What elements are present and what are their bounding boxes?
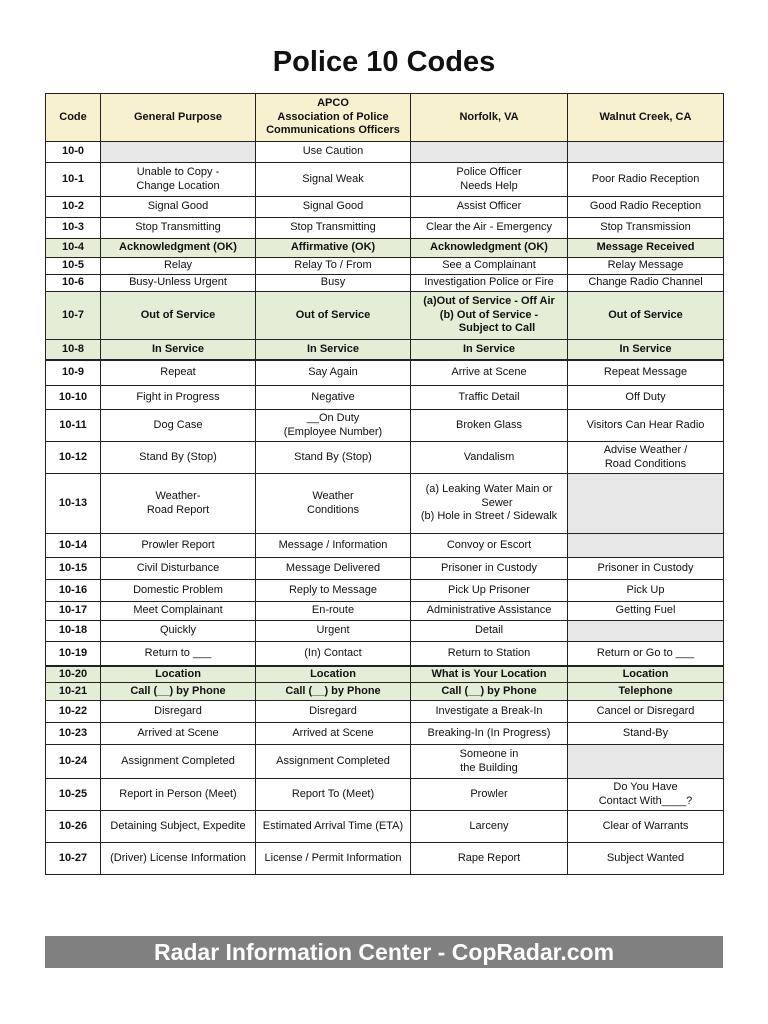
code-cell: 10-0 (46, 142, 101, 163)
cell-line: Administrative Assistance (426, 604, 552, 617)
apco-cell (256, 239, 411, 258)
code-cell: 10-27 (46, 843, 101, 875)
code-cell: 10-14 (46, 534, 101, 558)
code-cell: 10-21 (46, 683, 101, 701)
cell-line: Arrive at Scene (451, 366, 527, 378)
cell-line: License / Permit Information (264, 851, 402, 864)
code-cell: 10-1 (46, 163, 101, 197)
page-title: Police 10 Codes (272, 46, 496, 78)
cell-line: Arrived at Scene (292, 726, 374, 739)
apco-cell (256, 258, 411, 275)
cell-line: Detail (474, 624, 504, 637)
cell-line: Urgent (316, 624, 350, 637)
general-purpose-cell (101, 442, 256, 474)
cell-line: Weather- (155, 490, 201, 502)
cell-line: Prowler (470, 787, 508, 800)
cell-line: Fight in Progress (136, 390, 220, 403)
table-row (46, 142, 724, 163)
code-cell: 10-12 (46, 442, 101, 474)
apco-cell (256, 621, 411, 642)
table-row (46, 723, 724, 745)
cell-line: Stand By (Stop) (294, 450, 372, 463)
walnut-creek-cell (568, 275, 724, 292)
table-row (46, 239, 724, 258)
code-cell: 10-17 (46, 602, 101, 621)
cell-line: Reply to Message (288, 583, 378, 596)
cell-line: the Building (460, 761, 518, 774)
header-code: Code (46, 94, 101, 142)
norfolk-cell (411, 723, 568, 745)
walnut-creek-cell (568, 386, 724, 410)
general-purpose-cell (101, 602, 256, 621)
cell-line: Say Again (308, 366, 358, 378)
code-cell: 10-18 (46, 621, 101, 642)
general-purpose-cell (101, 292, 256, 340)
walnut-creek-cell (568, 779, 724, 811)
cell-line: Domestic Problem (133, 583, 223, 596)
code-cell: 10-7 (46, 292, 101, 340)
cell-line: Message Received (596, 241, 695, 254)
cell-line: Cancel or Disregard (596, 704, 695, 717)
general-purpose-cell (101, 197, 256, 218)
cell-line: Prisoner in Custody (597, 561, 694, 574)
norfolk-cell (411, 745, 568, 779)
norfolk-cell (411, 239, 568, 258)
norfolk-cell (411, 558, 568, 580)
walnut-creek-cell (568, 292, 724, 340)
cell-line: Investigate a Break-In (435, 704, 543, 717)
apco-cell (256, 602, 411, 621)
apco-cell (256, 442, 411, 474)
cell-line: Out of Service (608, 308, 683, 321)
cell-line: Meet Complainant (133, 604, 223, 617)
walnut-creek-cell (568, 340, 724, 360)
cell-line: Location (310, 667, 356, 680)
apco-cell (256, 163, 411, 197)
code-cell: 10-4 (46, 239, 101, 258)
cell-line: Breaking-In (In Progress) (427, 726, 551, 739)
cell-line: Return to Station (447, 646, 531, 659)
cell-line: Busy (320, 276, 346, 289)
walnut-creek-cell (568, 197, 724, 218)
walnut-creek-cell (568, 642, 724, 666)
general-purpose-cell (101, 843, 256, 875)
cell-line: Stop Transmitting (135, 221, 221, 234)
header-walnut-creek: Walnut Creek, CA (568, 94, 724, 142)
cell-line: Investigation Police or Fire (424, 276, 554, 289)
apco-cell (256, 666, 411, 683)
walnut-creek-cell (568, 621, 724, 642)
table-row (46, 442, 724, 474)
table-row (46, 621, 724, 642)
cell-line: Use Caution (302, 145, 364, 158)
table-row (46, 275, 724, 292)
cell-line: Relay To / From (294, 259, 372, 272)
norfolk-cell (411, 258, 568, 275)
cell-line: En-route (311, 604, 355, 617)
table-row (46, 558, 724, 580)
cell-line: (In) Contact (304, 646, 362, 659)
norfolk-cell (411, 602, 568, 621)
cell-line: Dog Case (153, 418, 203, 431)
cell-line: In Service (619, 342, 672, 355)
code-cell: 10-13 (46, 474, 101, 534)
cell-line: Acknowledgment (OK) (119, 241, 237, 254)
cell-line: Repeat Message (603, 366, 688, 378)
cell-line: Call (__) by Phone (441, 684, 537, 697)
cell-line: Off Duty (625, 390, 666, 403)
general-purpose-cell (101, 580, 256, 602)
walnut-creek-cell (568, 258, 724, 275)
cell-line: Message Delivered (285, 561, 381, 574)
cell-line: Clear of Warrants (602, 819, 689, 832)
cell-line: Arrived at Scene (137, 726, 219, 739)
cell-line: Someone in (459, 748, 519, 760)
norfolk-cell (411, 683, 568, 701)
table-row (46, 474, 724, 534)
apco-cell (256, 534, 411, 558)
cell-line: (Employee Number) (283, 425, 383, 438)
cell-line: Signal Weak (302, 172, 364, 185)
cell-line: See a Complainant (442, 259, 536, 272)
code-cell: 10-10 (46, 386, 101, 410)
table-row (46, 360, 724, 386)
codes-table-body (46, 142, 724, 875)
apco-cell (256, 275, 411, 292)
cell-line: Pick Up (626, 583, 665, 596)
general-purpose-cell (101, 410, 256, 442)
general-purpose-cell (101, 142, 256, 163)
norfolk-cell (411, 142, 568, 163)
header-apco-line: Communications Officers (266, 124, 400, 137)
cell-line: Prisoner in Custody (441, 561, 537, 574)
cell-line: Return to ___ (144, 646, 212, 659)
apco-cell (256, 843, 411, 875)
cell-line: (a)Out of Service - Off Air (423, 295, 555, 308)
cell-line: Prowler Report (141, 538, 215, 551)
walnut-creek-cell (568, 534, 724, 558)
cell-line: Relay Message (607, 259, 684, 272)
cell-line: Affirmative (OK) (290, 241, 376, 254)
codes-table (45, 93, 724, 875)
cell-line: Assignment Completed (276, 754, 390, 767)
table-row (46, 218, 724, 239)
cell-line: Acknowledgment (OK) (430, 241, 548, 254)
table-row (46, 642, 724, 666)
code-cell: 10-24 (46, 745, 101, 779)
cell-line: Signal Good (302, 200, 364, 213)
cell-line: __On Duty (306, 412, 360, 424)
cell-line: Call (__) by Phone (285, 684, 381, 697)
apco-cell (256, 218, 411, 239)
cell-line: Sewer (481, 496, 513, 509)
cell-line: Conditions (307, 503, 359, 516)
general-purpose-cell (101, 163, 256, 197)
table-row (46, 292, 724, 340)
walnut-creek-cell (568, 442, 724, 474)
cell-line: Subject to Call (458, 322, 536, 335)
code-cell: 10-23 (46, 723, 101, 745)
norfolk-cell (411, 701, 568, 723)
cell-line: Report To (Meet) (291, 787, 375, 800)
walnut-creek-cell (568, 843, 724, 875)
code-cell: 10-22 (46, 701, 101, 723)
walnut-creek-cell (568, 745, 724, 779)
cell-line: Location (622, 667, 669, 680)
cell-line: Disregard (154, 704, 202, 717)
norfolk-cell (411, 292, 568, 340)
table-row (46, 340, 724, 360)
cell-line: Assignment Completed (121, 754, 235, 767)
cell-line: Clear the Air - Emergency (426, 221, 552, 234)
general-purpose-cell (101, 360, 256, 386)
walnut-creek-cell (568, 580, 724, 602)
cell-line: Police Officer (456, 166, 522, 178)
cell-line: Advise Weather / (603, 444, 688, 456)
walnut-creek-cell (568, 239, 724, 258)
general-purpose-cell (101, 474, 256, 534)
cell-line: Stand-By (622, 726, 669, 739)
walnut-creek-cell (568, 666, 724, 683)
cell-line: Pick Up Prisoner (448, 583, 530, 596)
table-row (46, 258, 724, 275)
cell-line: Good Radio Reception (589, 200, 702, 213)
general-purpose-cell (101, 340, 256, 360)
cell-line: Road Conditions (604, 457, 687, 470)
cell-line: Subject Wanted (606, 851, 685, 864)
general-purpose-cell (101, 621, 256, 642)
code-cell: 10-3 (46, 218, 101, 239)
cell-line: Assist Officer (456, 200, 522, 213)
table-row (46, 811, 724, 843)
cell-line: Visitors Can Hear Radio (586, 418, 705, 431)
table-row (46, 410, 724, 442)
table-row (46, 683, 724, 701)
table-row (46, 701, 724, 723)
code-cell: 10-2 (46, 197, 101, 218)
walnut-creek-cell (568, 360, 724, 386)
header-norfolk: Norfolk, VA (411, 94, 568, 142)
cell-line: Stop Transmission (600, 221, 691, 234)
norfolk-cell (411, 275, 568, 292)
table-row (46, 197, 724, 218)
general-purpose-cell (101, 386, 256, 410)
table-row (46, 779, 724, 811)
norfolk-cell (411, 410, 568, 442)
cell-line: Unable to Copy - (136, 166, 220, 178)
general-purpose-cell (101, 534, 256, 558)
general-purpose-cell (101, 723, 256, 745)
norfolk-cell (411, 340, 568, 360)
cell-line: Traffic Detail (458, 390, 520, 403)
cell-line: Signal Good (147, 200, 209, 213)
table-row (46, 534, 724, 558)
norfolk-cell (411, 580, 568, 602)
general-purpose-cell (101, 745, 256, 779)
cell-line: Road Report (146, 503, 210, 516)
code-cell: 10-16 (46, 580, 101, 602)
cell-line: Change Location (136, 179, 220, 192)
code-cell: 10-5 (46, 258, 101, 275)
code-cell: 10-25 (46, 779, 101, 811)
cell-line: Larceny (469, 819, 509, 832)
norfolk-cell (411, 621, 568, 642)
cell-line: Busy-Unless Urgent (129, 276, 227, 289)
table-row (46, 745, 724, 779)
general-purpose-cell (101, 701, 256, 723)
norfolk-cell (411, 360, 568, 386)
cell-line: In Service (152, 342, 204, 355)
cell-line: Getting Fuel (615, 604, 676, 617)
apco-cell (256, 386, 411, 410)
norfolk-cell (411, 163, 568, 197)
general-purpose-cell (101, 666, 256, 683)
header-row (46, 94, 724, 142)
cell-line: Location (155, 667, 201, 680)
cell-line: Relay (163, 259, 193, 272)
norfolk-cell (411, 534, 568, 558)
apco-cell (256, 723, 411, 745)
cell-line: Do You Have (613, 781, 678, 793)
code-cell: 10-11 (46, 410, 101, 442)
apco-cell (256, 292, 411, 340)
header-general-purpose: General Purpose (101, 94, 256, 142)
apco-cell (256, 410, 411, 442)
code-cell: 10-19 (46, 642, 101, 666)
apco-cell (256, 642, 411, 666)
cell-line: Repeat (160, 366, 196, 378)
code-cell: 10-26 (46, 811, 101, 843)
cell-line: In Service (307, 342, 359, 355)
code-cell: 10-6 (46, 275, 101, 292)
cell-line: Call (__) by Phone (130, 684, 226, 697)
cell-line: Telephone (618, 684, 673, 697)
general-purpose-cell (101, 642, 256, 666)
walnut-creek-cell (568, 723, 724, 745)
cell-line: Out of Service (140, 308, 216, 321)
norfolk-cell (411, 474, 568, 534)
walnut-creek-cell (568, 163, 724, 197)
general-purpose-cell (101, 258, 256, 275)
apco-cell (256, 360, 411, 386)
norfolk-cell (411, 779, 568, 811)
general-purpose-cell (101, 275, 256, 292)
cell-line: (b) Hole in Street / Sidewalk (420, 510, 558, 523)
walnut-creek-cell (568, 474, 724, 534)
cell-line: Contact With____? (598, 794, 693, 807)
walnut-creek-cell (568, 811, 724, 843)
cell-line: (b) Out of Service - (439, 308, 539, 321)
code-cell: 10-15 (46, 558, 101, 580)
cell-line: (a) Leaking Water Main or (425, 483, 553, 496)
cell-line: Stand By (Stop) (139, 450, 217, 463)
cell-line: Stop Transmitting (290, 221, 376, 234)
apco-cell (256, 811, 411, 843)
table-row (46, 580, 724, 602)
code-cell: 10-8 (46, 340, 101, 360)
apco-cell (256, 701, 411, 723)
cell-line: Poor Radio Reception (591, 172, 700, 185)
table-row (46, 163, 724, 197)
cell-line: Vandalism (463, 450, 515, 463)
general-purpose-cell (101, 218, 256, 239)
apco-cell (256, 142, 411, 163)
walnut-creek-cell (568, 683, 724, 701)
header-apco-line: APCO (317, 97, 349, 110)
norfolk-cell (411, 218, 568, 239)
cell-line: Weather (312, 490, 354, 502)
walnut-creek-cell (568, 410, 724, 442)
cell-line: Return or Go to ___ (596, 646, 695, 659)
cell-line: Out of Service (295, 308, 371, 321)
walnut-creek-cell (568, 558, 724, 580)
apco-cell (256, 197, 411, 218)
apco-cell (256, 745, 411, 779)
cell-line: Estimated Arrival Time (ETA) (262, 819, 404, 832)
apco-cell (256, 340, 411, 360)
general-purpose-cell (101, 683, 256, 701)
norfolk-cell (411, 386, 568, 410)
norfolk-cell (411, 843, 568, 875)
cell-line: Rape Report (457, 851, 521, 864)
general-purpose-cell (101, 779, 256, 811)
walnut-creek-cell (568, 701, 724, 723)
code-cell: 10-9 (46, 360, 101, 386)
table-row (46, 666, 724, 683)
code-cell: 10-20 (46, 666, 101, 683)
general-purpose-cell (101, 558, 256, 580)
table-row (46, 386, 724, 410)
cell-line: Convoy or Escort (446, 538, 532, 551)
cell-line: Quickly (159, 624, 197, 637)
norfolk-cell (411, 442, 568, 474)
cell-line: In Service (463, 342, 515, 355)
general-purpose-cell (101, 239, 256, 258)
footer-banner: Radar Information Center - CopRadar.com (45, 936, 723, 968)
norfolk-cell (411, 811, 568, 843)
walnut-creek-cell (568, 602, 724, 621)
cell-line: Message / Information (278, 538, 388, 551)
cell-line: Report in Person (Meet) (119, 787, 237, 800)
cell-line: Change Radio Channel (588, 276, 703, 289)
norfolk-cell (411, 197, 568, 218)
cell-line: (Driver) License Information (110, 851, 246, 864)
apco-cell (256, 558, 411, 580)
walnut-creek-cell (568, 142, 724, 163)
cell-line: Broken Glass (455, 418, 523, 431)
apco-cell (256, 683, 411, 701)
apco-cell (256, 580, 411, 602)
cell-line: Civil Disturbance (136, 561, 220, 574)
general-purpose-cell (101, 811, 256, 843)
table-row (46, 602, 724, 621)
cell-line: Needs Help (460, 179, 518, 192)
cell-line: Detaining Subject, Expedite (110, 819, 246, 832)
norfolk-cell (411, 666, 568, 683)
cell-line: What is Your Location (431, 667, 547, 680)
table-row (46, 843, 724, 875)
header-apco-line: Association of Police (277, 110, 389, 123)
cell-line: Negative (311, 390, 355, 403)
cell-line: Disregard (309, 704, 357, 717)
walnut-creek-cell (568, 218, 724, 239)
apco-cell (256, 779, 411, 811)
header-apco (256, 94, 411, 142)
norfolk-cell (411, 642, 568, 666)
apco-cell (256, 474, 411, 534)
